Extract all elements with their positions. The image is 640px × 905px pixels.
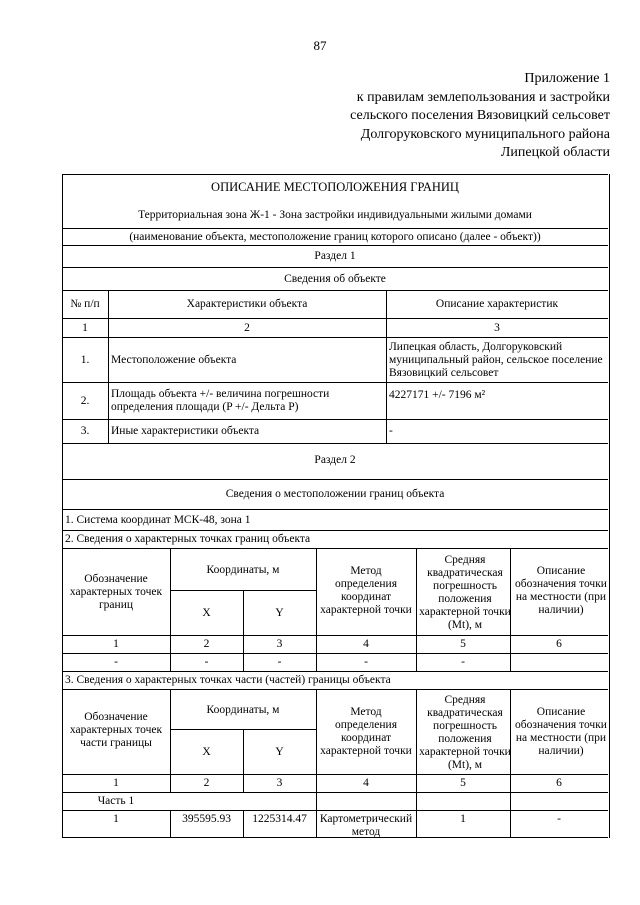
- tbl2-cell: -: [364, 656, 368, 668]
- section1-label: Раздел 1: [314, 250, 356, 262]
- tbl2-col-num: 2: [203, 638, 210, 650]
- appendix-line: Приложение 1: [524, 71, 610, 86]
- tbl1-row-num: 2.: [80, 394, 90, 407]
- title-block: [62, 174, 608, 232]
- divider: [170, 689, 171, 792]
- tbl3-h-x: X: [202, 745, 211, 758]
- tbl3-cell: -: [557, 812, 561, 825]
- tbl2-col-num: 6: [556, 638, 562, 650]
- tbl2-numbers-row: [62, 635, 608, 653]
- tbl3-col-num: 1: [113, 777, 119, 789]
- divider: [243, 590, 244, 671]
- section1-title: Сведения об объекте: [284, 272, 386, 285]
- tbl1-row: [62, 382, 608, 419]
- tbl2-cell: -: [277, 656, 282, 668]
- tbl2-h-desc: Описание обозначения точки на местности (при наличии): [515, 565, 607, 616]
- tbl1-row-num: 1.: [80, 353, 90, 366]
- tbl1-row-name: Площадь объекта +/- величина погрешности определения площади (P +/- Дельта P): [111, 388, 330, 413]
- appendix-line: Долгоруковского муниципального района: [360, 126, 610, 142]
- divider: [510, 548, 511, 671]
- tbl2-h-y: Y: [275, 606, 284, 619]
- tbl1-header-desc: Описание характеристик: [435, 298, 559, 310]
- tbl2-col-num: 1: [113, 638, 119, 650]
- tbl2-header: [62, 548, 608, 635]
- object-name: Территориальная зона Ж-1 - Зона застройки индивидуальными жилыми домами: [138, 208, 532, 221]
- coord-system-row: [62, 509, 608, 530]
- tbl3-numbers-row: [62, 774, 608, 792]
- object-caption: (наименование объекта, местоположение границ которого описано (далее - объект)): [129, 231, 541, 243]
- tbl3-h-desc: Описание обозначения точки на местности (при наличии): [515, 706, 607, 757]
- divider: [386, 290, 387, 443]
- divider: [316, 548, 317, 671]
- tbl3-col-num: 5: [460, 777, 466, 789]
- appendix-line: к правилам землепользования и застройки: [356, 89, 610, 105]
- section1-row: [62, 245, 608, 267]
- tbl1-col-num: 3: [494, 321, 500, 334]
- tbl1-header-num: № п/п: [70, 298, 100, 310]
- tbl2-h-x: X: [202, 606, 211, 619]
- tbl2-h-method: Метод определения координат характерной точки: [320, 565, 412, 616]
- section2-title-row: [62, 479, 608, 509]
- tbl1-row-desc: -: [389, 424, 393, 437]
- tbl3-cell: 1225314.47: [252, 812, 307, 825]
- tbl3-part-row: [62, 792, 608, 810]
- points-title-row: [62, 530, 608, 548]
- tbl3-row: [62, 810, 608, 838]
- appendix-header: [350, 70, 610, 163]
- part-label: Часть 1: [97, 795, 135, 807]
- tbl2-h-designation: Обозначение характерных точек границ: [69, 572, 163, 611]
- divider: [416, 689, 417, 838]
- tbl1-row: [62, 337, 608, 382]
- tbl3-col-num: 3: [276, 777, 283, 789]
- tbl3-col-num: 2: [203, 777, 210, 789]
- tbl2-cell: -: [114, 656, 118, 668]
- tbl2-col-num: 5: [460, 638, 466, 650]
- tbl1-row-name: Местоположение объекта: [111, 353, 237, 366]
- parts-title-row: [62, 671, 608, 689]
- tbl2-cell: [510, 654, 608, 671]
- parts-title: 3. Сведения о характерных точках части (частей) границы объекта: [65, 674, 391, 686]
- divider: [510, 689, 511, 838]
- tbl2-col-num: 4: [363, 638, 369, 650]
- tbl3-header: [62, 689, 608, 774]
- divider: [108, 290, 109, 443]
- tbl3-col-num: 6: [556, 777, 562, 789]
- tbl2-row: [62, 653, 608, 671]
- document-title: ОПИСАНИЕ МЕСТОПОЛОЖЕНИЯ ГРАНИЦ: [211, 179, 459, 194]
- section2-title: Сведения о местоположении границ объекта: [225, 488, 445, 500]
- tbl3-cell: 395595.93: [182, 812, 231, 825]
- tbl2-cell: -: [461, 656, 465, 668]
- coord-system: 1. Система координат МСК-48, зона 1: [65, 513, 251, 526]
- tbl1-row: [62, 419, 608, 443]
- tbl2-h-coords: Координаты, м: [206, 563, 280, 576]
- tbl3-cell: 1: [113, 812, 119, 825]
- tbl1-numbers-row: [62, 318, 608, 337]
- tbl3-h-y: Y: [275, 745, 284, 758]
- tbl1-col-num: 2: [244, 321, 250, 334]
- tbl2-cell: -: [204, 656, 209, 668]
- tbl1-row-num: 3.: [80, 424, 90, 437]
- divider: [170, 548, 171, 671]
- object-caption-row: [62, 228, 608, 246]
- divider: [243, 729, 244, 792]
- page-number: 87: [313, 38, 327, 53]
- tbl1-col-num: 1: [82, 321, 88, 334]
- divider: [316, 689, 317, 838]
- tbl1-row-desc: 4227171 +/- 7196 м²: [389, 388, 486, 401]
- tbl3-h-error: Средняя квадратическая погрешность положения характерной точки (Mt), м: [419, 694, 511, 771]
- tbl3-h-coords: Координаты, м: [206, 703, 280, 716]
- section1-title-row: [62, 267, 608, 290]
- tbl3-h-method: Метод определения координат характерной точки: [320, 706, 412, 757]
- tbl2-h-error: Средняя квадратическая погрешность положения характерной точки (Mt), м: [419, 554, 511, 631]
- tbl3-h-designation: Обозначение характерных точек части границы: [69, 710, 163, 749]
- tbl3-cell: 1: [460, 812, 466, 825]
- tbl3-cell: Картометрический метод: [319, 813, 413, 838]
- appendix-line: Липецкой области: [500, 145, 610, 160]
- section2-row: [62, 443, 608, 479]
- tbl2-col-num: 3: [276, 638, 283, 650]
- tbl3-col-num: 4: [363, 777, 369, 789]
- divider: [416, 548, 417, 671]
- section2-label: Раздел 2: [314, 453, 356, 466]
- tbl1-row-name: Иные характеристики объекта: [111, 424, 260, 437]
- divider: [243, 810, 244, 838]
- divider: [170, 810, 171, 838]
- appendix-line: сельского поселения Вязовицкий сельсовет: [350, 108, 610, 123]
- tbl1-header-row: [62, 290, 608, 318]
- points-title: 2. Сведения о характерных точках границ объекта: [65, 533, 311, 545]
- tbl1-row-desc: Липецкая область, Долгоруковский муниципальный район, сельское поселение Вязовицкий сельсовет: [389, 340, 603, 379]
- tbl1-header-name: Характеристики объекта: [186, 298, 308, 310]
